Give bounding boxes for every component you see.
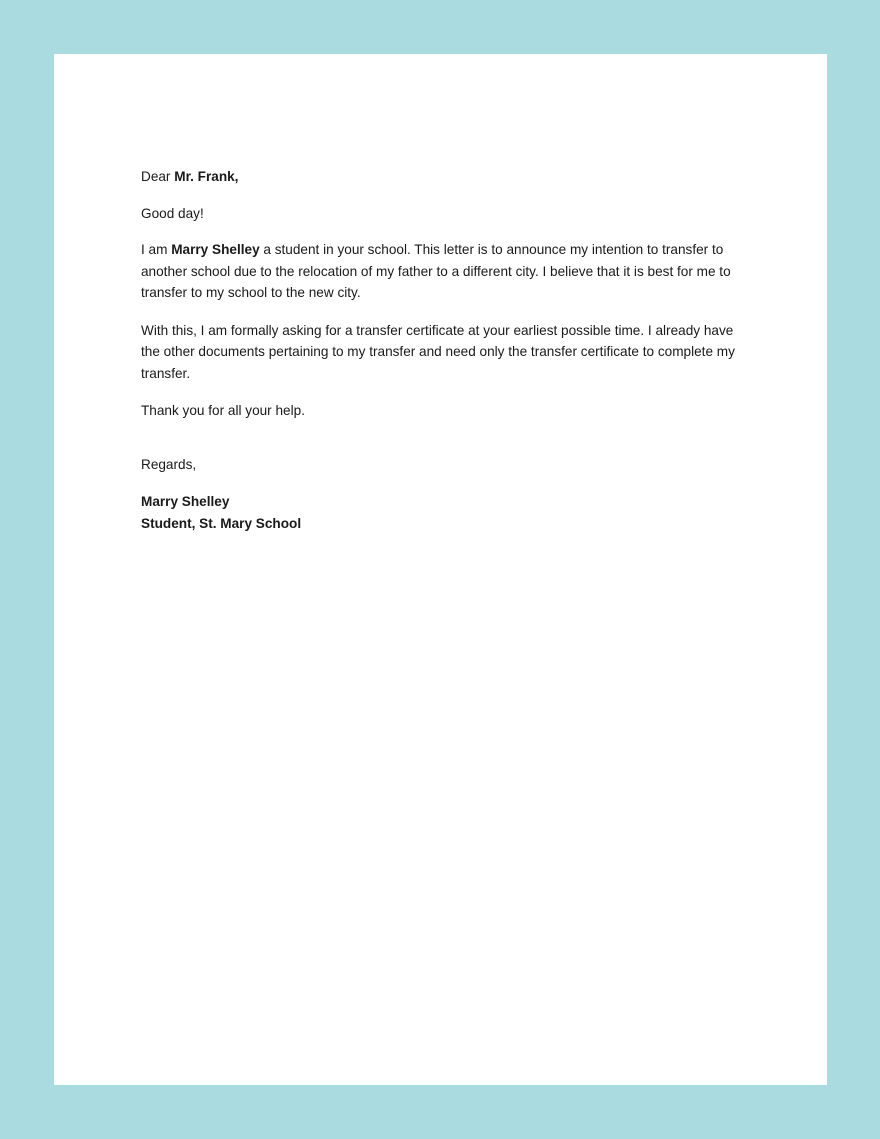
signature-name: Marry Shelley bbox=[141, 494, 230, 509]
closing-line: Regards, bbox=[141, 456, 197, 472]
thanks-line: Thank you for all your help. bbox=[141, 403, 305, 418]
paragraph-request: With this, I am formally asking for a transfer certificate at your earliest possible time. I already have the other documents pertaining to my transfer and need only the transfer certificate to complete my transfer. bbox=[141, 322, 735, 381]
sender-name-inline: Marry Shelley bbox=[171, 242, 260, 257]
salutation bbox=[141, 166, 751, 188]
greeting-line: Good day! bbox=[141, 205, 204, 221]
signature-title: Student, St. Mary School bbox=[141, 515, 302, 531]
intro-prefix: I am bbox=[141, 242, 172, 257]
recipient-name: Mr. Frank, bbox=[174, 169, 239, 184]
paragraph-intro bbox=[141, 239, 751, 304]
intro-body: a student in your school. This letter is to announce my intention to transfer to another school due to the relocation of my father to a different city. I believe that it is best for me to transfer to my school to the new city. bbox=[141, 242, 731, 300]
letter-page bbox=[54, 54, 827, 1085]
letter-body bbox=[141, 166, 751, 534]
signature-block bbox=[141, 491, 751, 534]
salutation-prefix: Dear bbox=[141, 169, 175, 184]
